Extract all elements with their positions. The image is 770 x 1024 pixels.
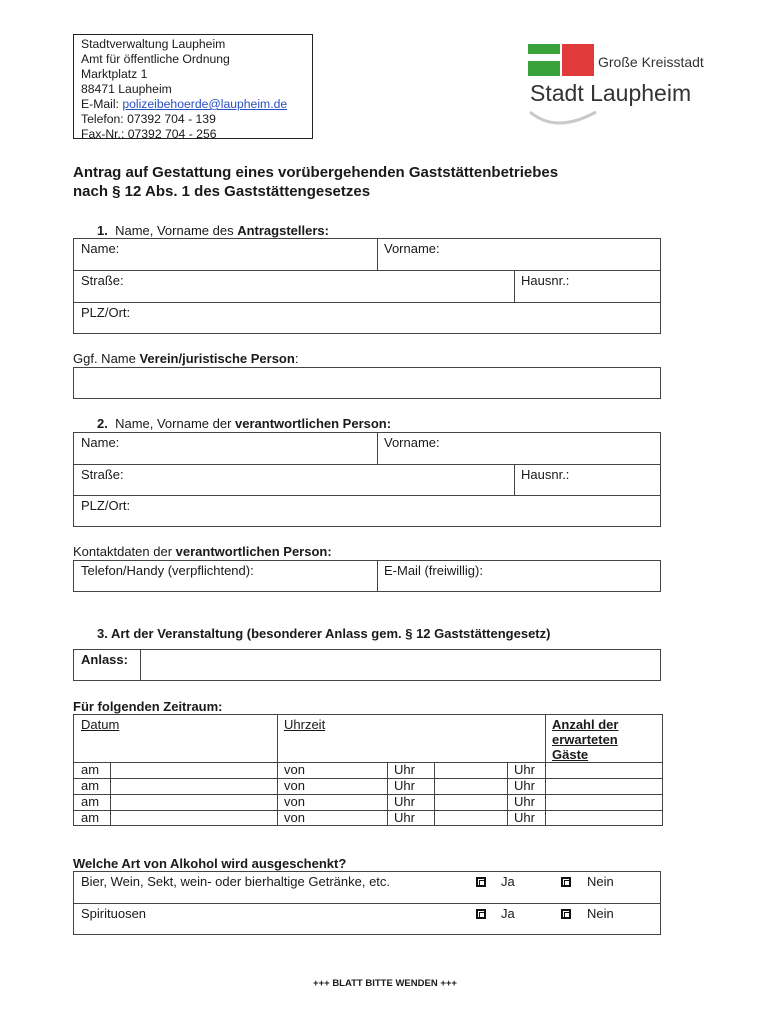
section1-heading: 1. Name, Vorname des Antragstellers: <box>97 223 329 238</box>
row-from-label: von <box>284 778 305 793</box>
guest-count-inputs[interactable] <box>546 763 661 825</box>
row-time-unit: Uhr <box>394 794 415 809</box>
email-field[interactable]: E-Mail (freiwillig): <box>384 563 483 578</box>
occasion-field[interactable] <box>140 650 660 680</box>
row-from-label: von <box>284 810 305 825</box>
no-label: Nein <box>587 874 614 889</box>
association-name-field[interactable] <box>73 367 661 399</box>
address-block <box>73 34 313 139</box>
turn-page-note: +++ BLATT BITTE WENDEN +++ <box>313 978 457 989</box>
spirits-no-checkbox[interactable] <box>561 909 571 919</box>
form-title <box>73 163 713 201</box>
alcohol-spirits-label: Spirituosen <box>81 906 147 921</box>
phone-field[interactable]: Telefon/Handy (verpflichtend): <box>81 563 254 578</box>
responsible-zip-city-field[interactable]: PLZ/Ort: <box>81 498 131 513</box>
spirits-yes-checkbox[interactable] <box>476 909 486 919</box>
column-guests: Anzahl der erwarteten Gäste <box>552 717 619 762</box>
applicant-name-field[interactable]: Name: <box>81 241 120 256</box>
row-time-unit: Uhr <box>514 794 535 809</box>
column-date: Datum <box>81 717 120 732</box>
time-to-inputs[interactable] <box>435 763 506 825</box>
responsible-street-field[interactable]: Straße: <box>81 467 124 482</box>
phone-line: Telefon: 07392 704 - 139 <box>81 112 216 126</box>
period-heading: Für folgenden Zeitraum: <box>73 699 223 714</box>
row-date-label: am <box>81 794 100 809</box>
section3-heading: 3. Art der Veranstaltung (besonderer Anlass gem. § 12 Gaststättengesetz) <box>97 626 551 641</box>
row-time-unit: Uhr <box>514 762 535 777</box>
alcohol-heading: Welche Art von Alkohol wird ausgeschenkt? <box>73 856 347 871</box>
responsible-person-table <box>73 432 661 527</box>
beer-wine-yes-checkbox[interactable] <box>476 877 486 887</box>
responsible-housenumber-field[interactable]: Hausnr.: <box>521 467 570 482</box>
contact-heading: Kontaktdaten der verantwortlichen Person: <box>73 544 332 559</box>
row-time-unit: Uhr <box>394 762 415 777</box>
row-date-label: am <box>81 762 100 777</box>
yes-label: Ja <box>501 874 515 889</box>
city-logo <box>526 42 704 127</box>
alcohol-beer-wine-label: Bier, Wein, Sekt, wein- oder bierhaltige Getränke, etc. <box>81 874 391 889</box>
responsible-name-field[interactable]: Name: <box>81 435 120 450</box>
row-time-unit: Uhr <box>394 778 415 793</box>
applicant-street-field[interactable]: Straße: <box>81 273 124 288</box>
yes-label: Ja <box>501 906 515 921</box>
responsible-firstname-field[interactable]: Vorname: <box>384 435 440 450</box>
applicant-zip-city-field[interactable]: PLZ/Ort: <box>81 305 131 320</box>
logo-name: Stadt Laupheim <box>530 80 692 106</box>
address-line: 88471 Laupheim <box>81 82 172 96</box>
section2-heading: 2. Name, Vorname der verantwortlichen Person: <box>97 416 392 431</box>
column-time: Uhrzeit <box>284 717 326 732</box>
no-label: Nein <box>587 906 614 921</box>
period-table <box>73 714 663 826</box>
date-inputs[interactable] <box>111 763 276 825</box>
row-from-label: von <box>284 762 305 777</box>
fax-line: Fax-Nr.: 07392 704 - 256 <box>81 127 217 141</box>
contact-table <box>73 560 661 592</box>
row-from-label: von <box>284 794 305 809</box>
title-line-2: nach § 12 Abs. 1 des Gaststättengesetzes <box>73 183 371 200</box>
alcohol-table <box>73 871 661 935</box>
email-link[interactable]: polizeibehoerde@laupheim.de <box>122 97 288 111</box>
applicant-table <box>73 238 661 334</box>
address-line: Marktplatz 1 <box>81 67 148 81</box>
row-date-label: am <box>81 810 100 825</box>
beer-wine-no-checkbox[interactable] <box>561 877 571 887</box>
row-date-label: am <box>81 778 100 793</box>
association-label: Ggf. Name Verein/juristische Person: <box>73 351 299 366</box>
title-line-1: Antrag auf Gestattung eines vorübergehenden Gaststättenbetriebes <box>73 164 559 181</box>
occasion-table <box>73 649 661 681</box>
occasion-label: Anlass: <box>81 652 128 667</box>
address-line: Stadtverwaltung Laupheim <box>81 37 226 51</box>
address-line: Amt für öffentliche Ordnung <box>81 52 230 66</box>
applicant-housenumber-field[interactable]: Hausnr.: <box>521 273 570 288</box>
row-time-unit: Uhr <box>514 810 535 825</box>
row-time-unit: Uhr <box>394 810 415 825</box>
email-line: E-Mail: polizeibehoerde@laupheim.de <box>81 97 288 111</box>
row-time-unit: Uhr <box>514 778 535 793</box>
logo-tagline: Große Kreisstadt <box>598 54 704 70</box>
applicant-firstname-field[interactable]: Vorname: <box>384 241 440 256</box>
